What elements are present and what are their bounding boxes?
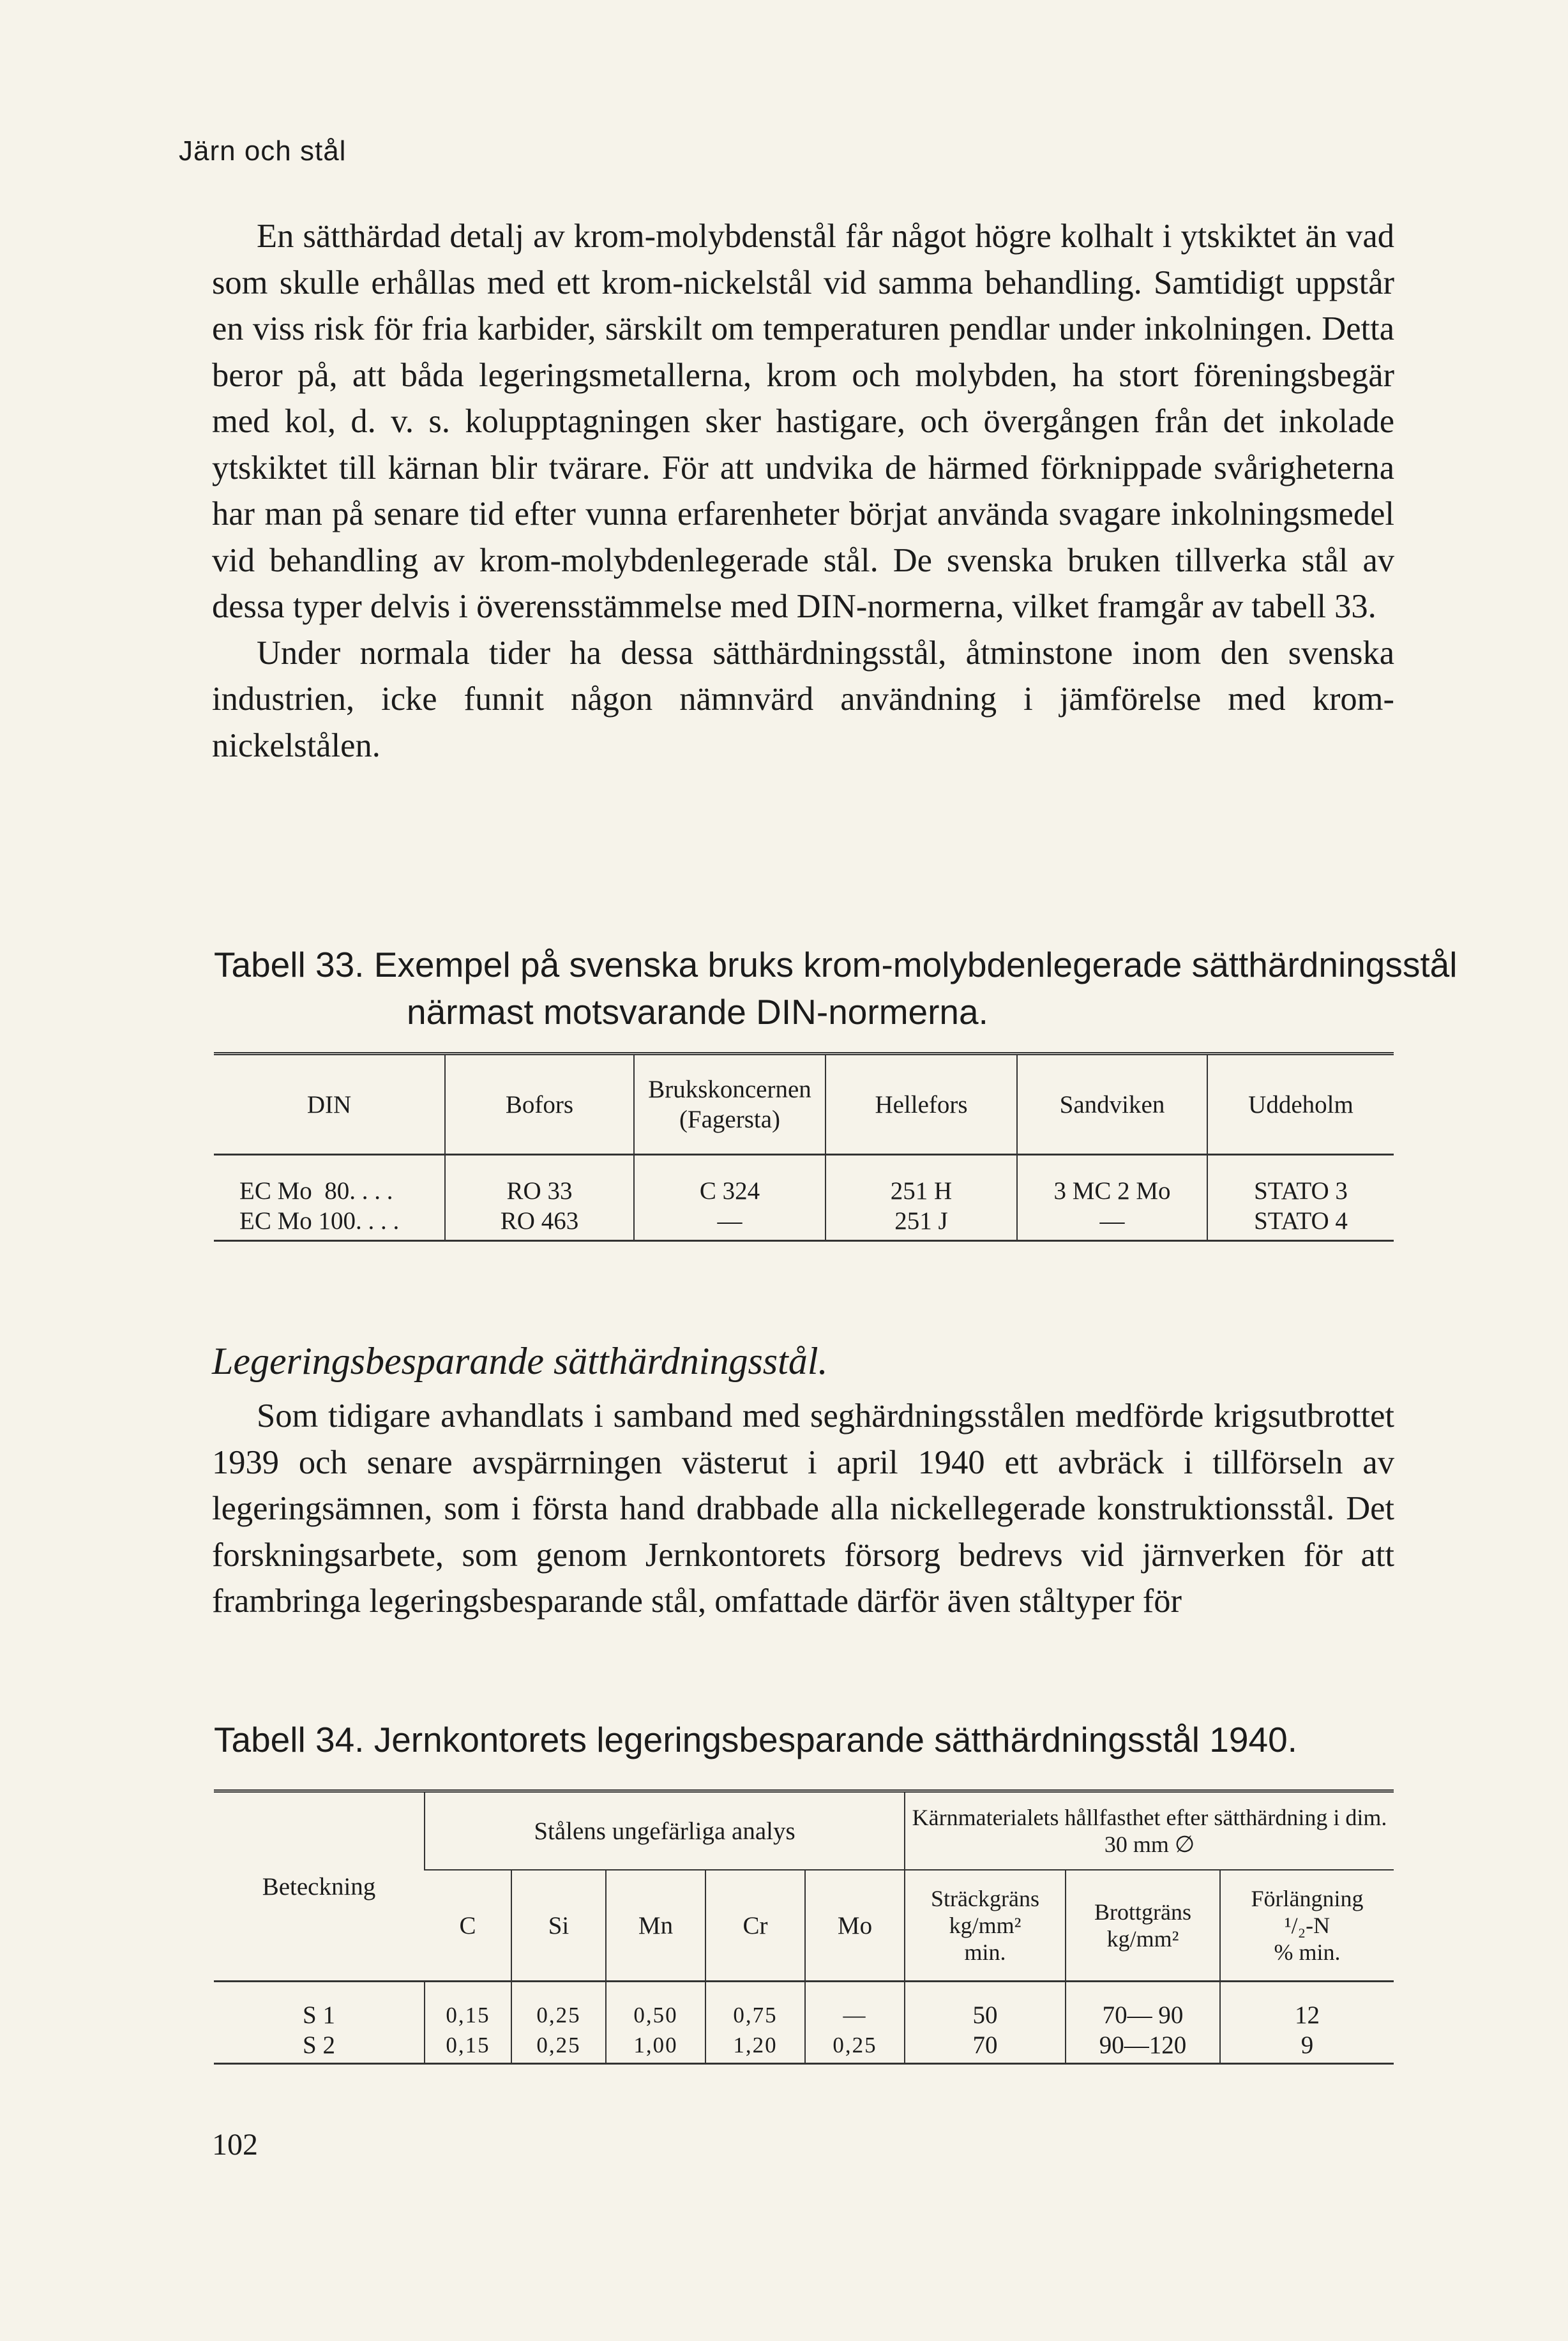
column-header-hellefors: Hellefors — [825, 1054, 1017, 1155]
header-line: Brottgräns — [1094, 1899, 1191, 1925]
table-cell: 0,25 — [511, 1982, 606, 2031]
table-cell: 251 H — [825, 1155, 1017, 1207]
table-33 — [214, 1052, 1394, 1242]
page-number: 102 — [212, 2128, 258, 2162]
header-line: Sträckgräns — [931, 1886, 1039, 1911]
table-cell: STATO 3 — [1207, 1155, 1394, 1207]
table-cell: C 324 — [634, 1155, 825, 1207]
table-cell: 0,15 — [425, 1982, 511, 2031]
header-line: Förlängning — [1251, 1886, 1364, 1911]
table-cell: 9 — [1220, 2030, 1394, 2064]
table-cell: S 1 — [303, 2001, 335, 2029]
table-row — [214, 1982, 1394, 2031]
table-cell: STATO 4 — [1207, 1206, 1394, 1241]
table-cell: 0,15 — [425, 2030, 511, 2064]
section — [212, 1334, 1394, 1625]
table-cell: 0,75 — [705, 1982, 805, 2031]
paragraph: Som tidigare avhandlats i samband med seghärdningsstålen medförde krigsutbrottet 1939 och senare avspärrningen västerut i april 1940 ett avbräck i tillförseln av legeringsämnen, som i första hand drabbade alla nickellegerade konstruktionsstål. Det forskningsarbete, som genom Jernkontorets försorg bedrevs vid järnverken för att frambringa legeringsbesparande stål, omfattade därför även ståltyper för — [212, 1397, 1394, 1620]
paragraph: Under normala tider ha dessa sätthärdningsstål, åtminstone inom den svenska industrien, icke funnit någon nämnvärd användning i jämförelse med krom-nickelstålen. — [212, 634, 1394, 764]
table-cell: 12 — [1220, 1982, 1394, 2031]
group-header-hallfasthet: Kärnmaterialets hållfasthet efter sätthärdning i dim. 30 mm ∅ — [905, 1791, 1394, 1871]
column-header-brottgrans — [1066, 1870, 1220, 1982]
column-header-beteckning: Beteckning — [214, 1791, 425, 1982]
header-line: kg/mm² — [949, 1913, 1021, 1938]
column-header-mn: Mn — [606, 1870, 705, 1982]
column-header-bofors: Bofors — [445, 1054, 634, 1155]
column-header-strackgrans — [905, 1870, 1066, 1982]
header-line: kg/mm² — [1106, 1926, 1179, 1952]
column-header-brukskoncernen: Brukskoncernen (Fagersta) — [634, 1054, 825, 1155]
table-group-header-row — [214, 1791, 1394, 1871]
table-cell: 70 — [905, 2030, 1066, 2064]
header-line: % min. — [1274, 1939, 1341, 1965]
column-header-uddeholm: Uddeholm — [1207, 1054, 1394, 1155]
table-cell: 50 — [905, 1982, 1066, 2031]
table-cell: 0,50 — [606, 1982, 705, 2031]
table-34-caption: Tabell 34. Jernkontorets legeringsbesparande sätthärdningsstål 1940. — [214, 1720, 1297, 1759]
table-row — [214, 2030, 1394, 2064]
table-cell: 0,25 — [511, 2030, 606, 2064]
table-cell: — — [1017, 1206, 1207, 1241]
column-header-c: C — [425, 1870, 511, 1982]
column-header-sandviken: Sandviken — [1017, 1054, 1207, 1155]
group-header-analys: Stålens ungefärliga analys — [425, 1791, 905, 1871]
table-cell: 1,00 — [606, 2030, 705, 2064]
table-cell: EC Mo 100. . . . — [239, 1207, 400, 1235]
paragraph: En sätthärdad detalj av krom-molybdenstål får något högre kolhalt i ytskiktet än vad som skulle erhållas med ett krom-nickelstål vid samma behandling. Samtidigt uppstår en viss risk för fria karbider, särskilt om temperaturen pendlar under inkolningen. Detta beror på, att båda legeringsmetallerna, krom och molybden, ha stort föreningsbegär med kol, d. v. s. kolupptagningen sker hastigare, och övergången från det inkolade ytskiktet till kärnan blir tvärare. För att undvika de härmed förknippade svårigheterna har man på senare tid efter vunna erfarenheter börjat använda svagare inkolningsmedel vid behandling av krom-molybdenlegerade stål. De svenska bruken tillverka stål av dessa typer delvis i överensstämmelse med DIN-normerna, vilket framgår av tabell 33. — [212, 218, 1394, 625]
table-row — [214, 1206, 1394, 1241]
table-cell: — — [634, 1206, 825, 1241]
table-cell: EC Mo 80. . . . — [239, 1177, 393, 1205]
table-cell: — — [805, 1982, 905, 2031]
running-head: Järn och stål — [179, 135, 347, 167]
table-cell: 1,20 — [705, 2030, 805, 2064]
table-row — [214, 1155, 1394, 1207]
header-line: min. — [964, 1939, 1006, 1965]
header-line: ¹/₂-N — [1284, 1913, 1331, 1938]
table-cell: RO 33 — [445, 1155, 634, 1207]
column-header-mo: Mo — [805, 1870, 905, 1982]
table-34 — [214, 1789, 1394, 2065]
column-header-din: DIN — [214, 1054, 445, 1155]
column-header-forlangning — [1220, 1870, 1394, 1982]
table-cell: 90—120 — [1066, 2030, 1220, 2064]
column-header-si: Si — [511, 1870, 606, 1982]
table-cell: 70— 90 — [1066, 1982, 1220, 2031]
table-cell: 3 MC 2 Mo — [1017, 1155, 1207, 1207]
section-title: Legeringsbesparande sätthärdningsstål. — [212, 1340, 828, 1382]
table-cell: S 2 — [303, 2031, 335, 2059]
body-text-top — [212, 213, 1394, 769]
table-cell: 251 J — [825, 1206, 1017, 1241]
table-33-caption: Tabell 33. Exempel på svenska bruks krom-molybdenlegerade sätthärdningsstål närmast motsvarande DIN-normerna. — [214, 945, 1458, 1032]
table-header-row — [214, 1054, 1394, 1155]
column-header-cr: Cr — [705, 1870, 805, 1982]
table-cell: 0,25 — [805, 2030, 905, 2064]
table-cell: RO 463 — [445, 1206, 634, 1241]
